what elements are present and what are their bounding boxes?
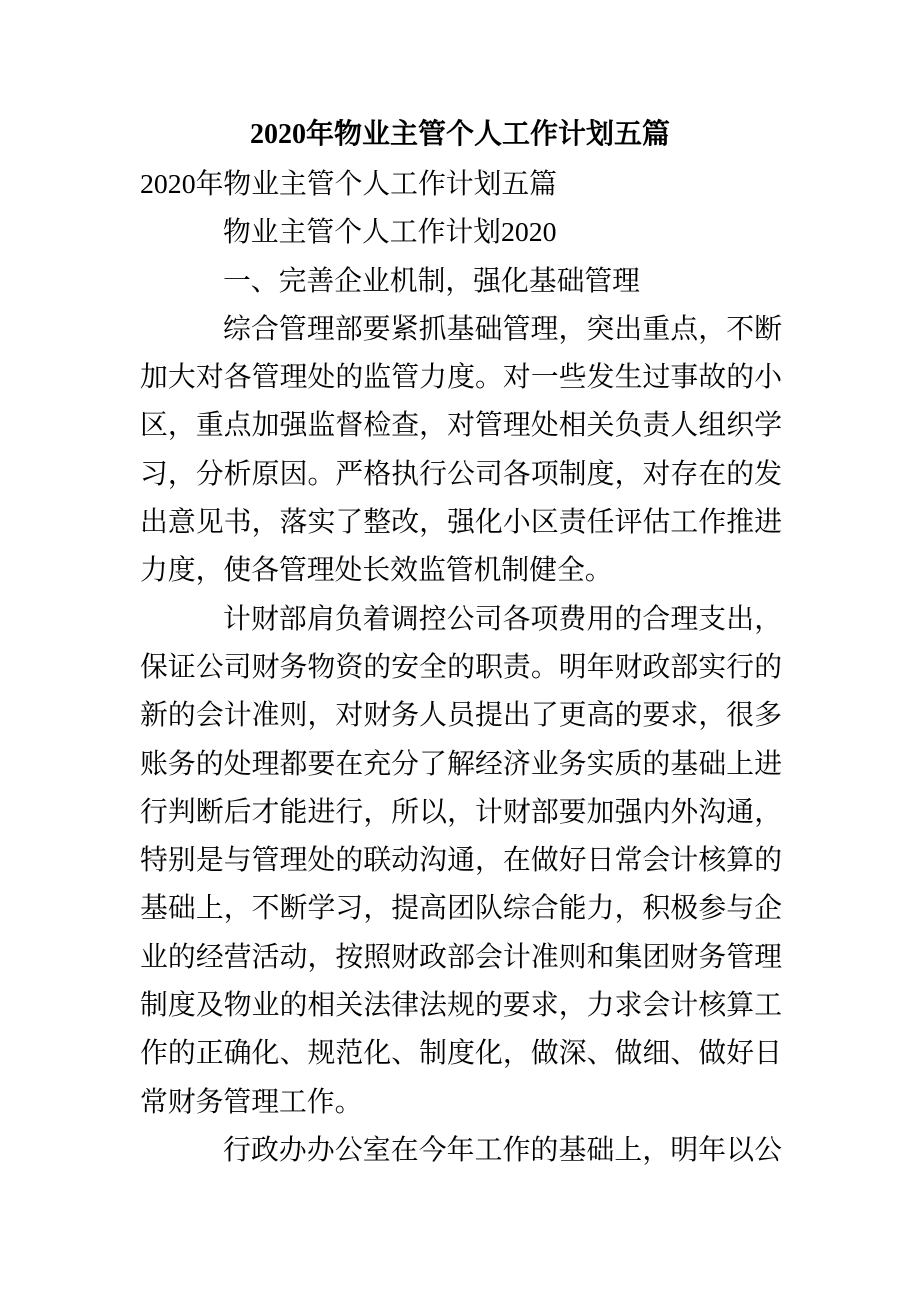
- text-line: 习，分析原因。严格执行公司各项制度，对存在的发: [140, 458, 782, 490]
- text-line: 区，重点加强监督检查，对管理处相关负责人组织学: [140, 410, 782, 442]
- text-line: 一、完善企业机制，强化基础管理: [223, 265, 640, 297]
- text-line: 行政办办公室在今年工作的基础上，明年以公: [223, 1134, 782, 1166]
- text-line: 出意见书，落实了整改，强化小区责任评估工作推进: [140, 507, 782, 539]
- text-line: 2020年物业主管个人工作计划五篇: [140, 169, 557, 200]
- text-line: 常财务管理工作。: [140, 1086, 363, 1118]
- text-line: 账务的处理都要在充分了解经济业务实质的基础上进: [140, 748, 782, 780]
- text-line: 制度及物业的相关法律法规的要求，力求会计核算工: [140, 990, 782, 1022]
- text-line: 基础上，不断学习，提高团队综合能力，积极参与企: [140, 893, 782, 925]
- document-title: 2020年物业主管个人工作计划五篇: [249, 119, 670, 150]
- text-line: 加大对各管理处的监管力度。对一些发生过事故的小: [140, 362, 782, 394]
- text-line: 作的正确化、规范化、制度化，做深、做细、做好日: [140, 1038, 782, 1070]
- text-line: 新的会计准则，对财务人员提出了更高的要求，很多: [140, 700, 782, 732]
- text-line: 综合管理部要紧抓基础管理，突出重点，不断: [223, 313, 782, 345]
- text-line: 物业主管个人工作计划2020: [223, 217, 557, 249]
- text-line: 特别是与管理处的联动沟通，在做好日常会计核算的: [140, 845, 782, 877]
- text-line: 力度，使各管理处长效监管机制健全。: [140, 555, 613, 587]
- text-line: 计财部肩负着调控公司各项费用的合理支出，: [223, 603, 782, 635]
- text-line: 业的经营活动，按照财政部会计准则和集团财务管理: [140, 941, 782, 973]
- document-body: [140, 167, 782, 1181]
- text-line: 行判断后才能进行，所以，计财部要加强内外沟通，: [140, 796, 782, 828]
- text-line: 保证公司财务物资的安全的职责。明年财政部实行的: [140, 651, 782, 683]
